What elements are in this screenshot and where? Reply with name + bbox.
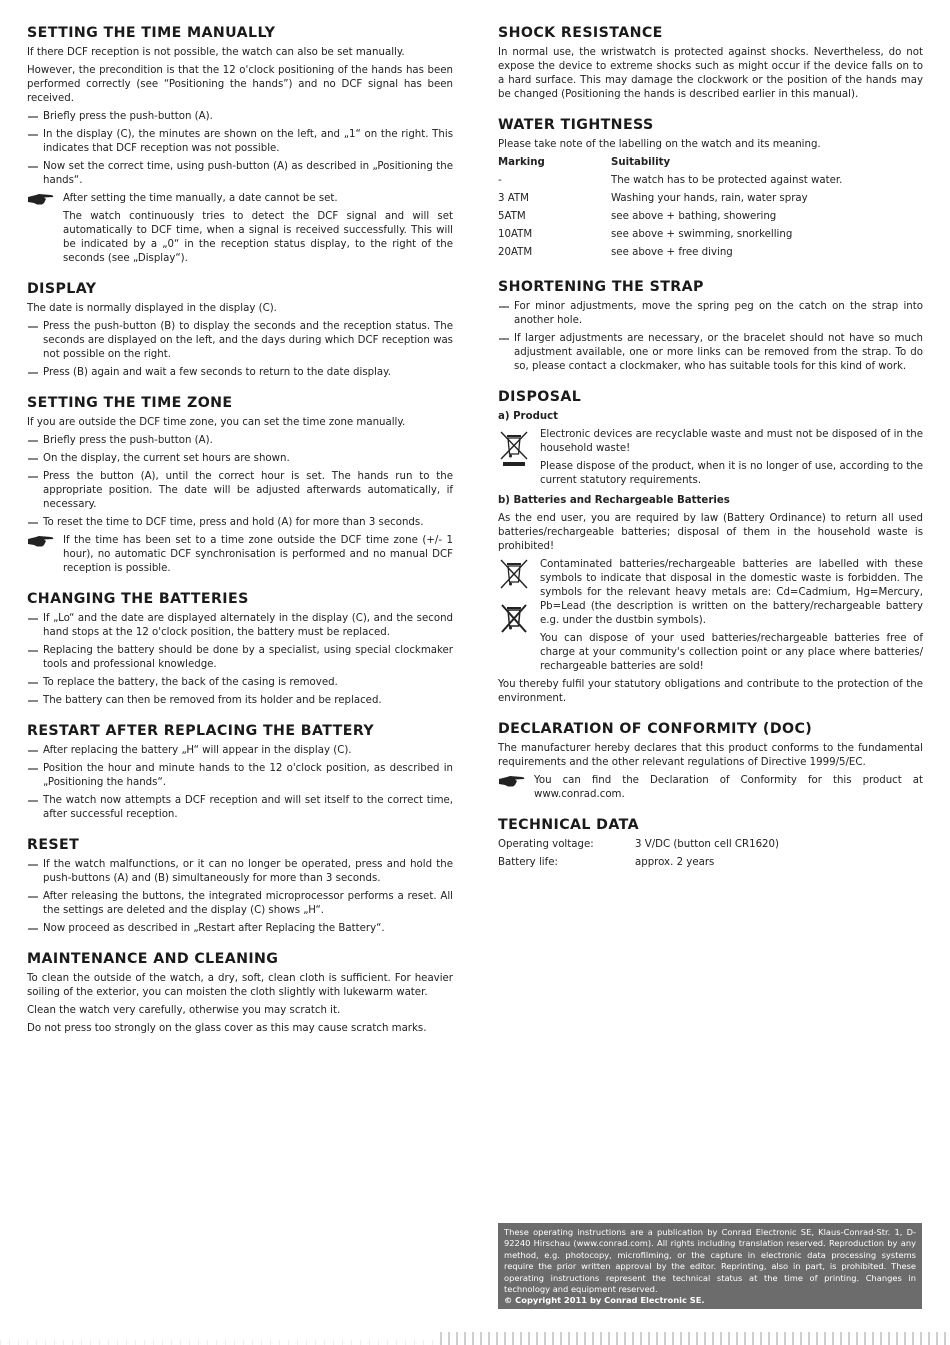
- section-changing-batteries: [27, 590, 453, 708]
- column-header-suitability: Suitability: [611, 157, 671, 168]
- heading-shock-resistance: SHOCK RESISTANCE: [498, 25, 663, 41]
- battery-disposal-block: [498, 558, 923, 674]
- instruction-list: [27, 744, 453, 822]
- list-item: After releasing the buttons, the integrated microprocessor performs a reset. All the settings are deleted and the display (C) shows „H“.: [27, 890, 453, 918]
- paragraph: However, the precondition is that the 12 o'clock positioning of the hands has been performed correctly (see “Positioning the hands”) and no DCF signal has been received.: [27, 65, 453, 104]
- section-shock-resistance: [498, 24, 923, 102]
- list-item: For minor adjustments, move the spring peg on the catch on the strap into another hole.: [498, 300, 923, 328]
- print-registration-marks: [0, 1340, 440, 1345]
- list-item: Position the hour and minute hands to the 12 o'clock position, as described in „Positioning the hands“.: [27, 762, 453, 790]
- list-item: To reset the time to DCF time, press and hold (A) for more than 3 seconds.: [27, 516, 453, 530]
- heading-restart: RESTART AFTER REPLACING THE BATTERY: [27, 723, 375, 739]
- spec-label: Operating voltage:: [498, 839, 594, 850]
- paragraph: As the end user, you are required by law (Battery Ordinance) to return all used batteries/rechargeable batteries; disposal of them in the household waste is prohibited!: [498, 513, 923, 552]
- section-reset: [27, 836, 453, 936]
- paragraph: The date is normally displayed in the display (C).: [27, 303, 277, 314]
- suitability-cell: see above + free diving: [611, 247, 733, 258]
- heading-reset: RESET: [27, 837, 80, 853]
- paragraph: You can dispose of your used batteries/rechargeable batteries free of charge at your community's collection point or any place where batteries/ rechargeable batteries are sold!: [540, 633, 923, 672]
- note-text: If the time has been set to a time zone outside the DCF time zone (+/- 1 hour), no automatic DCF synchronisation is performed and no manual DCF reception is possible.: [63, 535, 453, 574]
- note-block: [27, 534, 453, 576]
- instruction-list: [498, 300, 923, 374]
- note-text: The watch continuously tries to detect the DCF signal and will set automatically to DCF time, when a signal is received successfully. This will be indicated by a „0“ in the reception status display, to the right of the seconds (see „Display“).: [63, 211, 453, 264]
- paragraph: You thereby fulfil your statutory obligations and contribute to the protection of the environment.: [498, 679, 923, 704]
- list-item: The watch now attempts a DCF reception and will set itself to the correct time, after successful reception.: [27, 794, 453, 822]
- heading-declaration-of-conformity: DECLARATION OF CONFORMITY (DOC): [498, 721, 813, 737]
- heading-changing-batteries: CHANGING THE BATTERIES: [27, 591, 249, 607]
- section-declaration-of-conformity: [498, 720, 923, 802]
- copyright-text: © Copyright 2011 by Conrad Electronic SE.: [504, 1295, 705, 1306]
- list-item: After replacing the battery „H“ will appear in the display (C).: [27, 744, 453, 758]
- paragraph: If there DCF reception is not possible, the watch can also be set manually.: [27, 47, 405, 58]
- list-item: In the display (C), the minutes are shown on the left, and „1“ on the right. This indicates that DCF reception was not possible.: [27, 128, 453, 156]
- list-item: Press the push-button (B) to display the seconds and the reception status. The seconds are displayed on the left, and the days during which DCF reception was not possible on the right.: [27, 320, 453, 362]
- table-row: [498, 228, 923, 246]
- suitability-cell: see above + bathing, showering: [611, 211, 777, 222]
- section-water-tightness: [498, 116, 923, 264]
- table-row: [498, 192, 923, 210]
- table-row: [498, 246, 923, 264]
- paragraph: The manufacturer hereby declares that this product conforms to the fundamental requirements and the other relevant regulations of Directive 1999/5/EC.: [498, 743, 923, 768]
- table-row: [498, 174, 923, 192]
- crossed-out-wheelie-bin-icon: [498, 558, 530, 594]
- section-maintenance: [27, 950, 453, 1036]
- paragraph: Please dispose of the product, when it is no longer of use, according to the current statutory requirements.: [540, 461, 923, 486]
- marking-cell: -: [498, 175, 502, 186]
- suitability-cell: Washing your hands, rain, water spray: [611, 193, 808, 204]
- list-item: On the display, the current set hours are shown.: [27, 452, 453, 466]
- instruction-list: [27, 612, 453, 708]
- table-header-row: [498, 156, 923, 174]
- crossed-out-wheelie-bin-icon: [498, 429, 530, 467]
- section-setting-time-manually: [27, 24, 453, 266]
- heading-technical-data: TECHNICAL DATA: [498, 817, 639, 833]
- instruction-list: [27, 858, 453, 936]
- instruction-list: [27, 320, 453, 380]
- paragraph: Contaminated batteries/rechargeable batteries are labelled with these symbols to indicate that disposal in the domestic waste is forbidden. The symbols for the relevant heavy metals are: Cd=Cadmium, Hg=Mercury, Pb=Lead (the description is written on the battery/rechargeable battery e.g. under the dustbin symbols).: [540, 559, 923, 626]
- heading-display: DISPLAY: [27, 281, 97, 297]
- section-shortening-strap: [498, 278, 923, 374]
- list-item: Briefly press the push-button (A).: [27, 434, 453, 448]
- paragraph: Clean the watch very carefully, otherwise you may scratch it.: [27, 1005, 341, 1016]
- list-item: If „Lo“ and the date are displayed alternately in the display (C), and the second hand stops at the 12 o'clock position, the battery must be replaced.: [27, 612, 453, 640]
- marking-cell: 20ATM: [498, 247, 533, 258]
- section-setting-time-zone: [27, 394, 453, 576]
- imprint-text: These operating instructions are a publication by Conrad Electronic SE, Klaus-Conrad-Str. 1, D-92240 Hirschau (www.conrad.com). All rights including translation reserved. Reproduction by any method, e.g. photocopy, microfilming, or the capture in electronic data processing systems require the prior written approval by the editor. Reprinting, also in part, is prohibited. These operating instructions represent the technical status at the time of printing. Changes in technology and equipment reserved.: [504, 1227, 916, 1295]
- paragraph: To clean the outside of the watch, a dry, soft, clean cloth is sufficient. For heavier soiling of the exterior, you can moisten the cloth slightly with lukewarm water.: [27, 973, 453, 998]
- list-item: If larger adjustments are necessary, or the bracelet should not have so much adjustment available, one or more links can be removed from the strap. To do so, please contact a clockmaker, who has suitable tools for this kind of work.: [498, 332, 923, 374]
- list-item: Now proceed as described in „Restart after Replacing the Battery“.: [27, 922, 453, 936]
- note-text: After setting the time manually, a date cannot be set.: [63, 193, 338, 204]
- suitability-cell: The watch has to be protected against water.: [611, 175, 843, 186]
- heading-disposal: DISPOSAL: [498, 389, 582, 405]
- spec-value: 3 V/DC (button cell CR1620): [635, 839, 779, 850]
- table-row: [498, 856, 779, 874]
- subheading-product: a) Product: [498, 411, 559, 422]
- heading-shortening-strap: SHORTENING THE STRAP: [498, 279, 704, 295]
- heading-water-tightness: WATER TIGHTNESS: [498, 117, 654, 133]
- instruction-list: [27, 434, 453, 530]
- left-column: [27, 24, 453, 1050]
- print-registration-marks: [440, 1332, 950, 1345]
- technical-data-table: [498, 838, 779, 874]
- heading-setting-time-zone: SETTING THE TIME ZONE: [27, 395, 233, 411]
- table-row: [498, 210, 923, 228]
- section-restart: [27, 722, 453, 822]
- heading-setting-time-manually: SETTING THE TIME MANUALLY: [27, 25, 276, 41]
- pointing-hand-icon: [498, 774, 526, 788]
- table-row: [498, 838, 779, 856]
- list-item: Now set the correct time, using push-button (A) as described in „Positioning the hands“.: [27, 160, 453, 188]
- water-rating-table: [498, 156, 923, 264]
- marking-cell: 10ATM: [498, 229, 533, 240]
- crossed-out-wheelie-bin-icon: [498, 602, 530, 638]
- pointing-hand-icon: [27, 534, 55, 548]
- imprint-box: [498, 1223, 922, 1309]
- paragraph: In normal use, the wristwatch is protected against shocks. Nevertheless, do not expose the device to extreme shocks such as might occur if the device falls on to a hard surface. This may damage the clockwork or the position of the hands may be changed (Positioning the hands is described earlier in this manual).: [498, 47, 923, 100]
- list-item: Briefly press the push-button (A).: [27, 110, 453, 124]
- list-item: Press (B) again and wait a few seconds to return to the date display.: [27, 366, 453, 380]
- subheading-batteries: b) Batteries and Rechargeable Batteries: [498, 495, 730, 506]
- marking-cell: 3 ATM: [498, 193, 529, 204]
- list-item: To replace the battery, the back of the casing is removed.: [27, 676, 453, 690]
- column-header-marking: Marking: [498, 157, 545, 168]
- list-item: Press the button (A), until the correct hour is set. The hands run to the appropriate position. The date will be adjusted afterwards automatically, if necessary.: [27, 470, 453, 512]
- instruction-list: [27, 110, 453, 188]
- note-block: [498, 774, 923, 802]
- right-column: [498, 24, 923, 888]
- paragraph: Do not press too strongly on the glass cover as this may cause scratch marks.: [27, 1023, 427, 1034]
- note-text: You can find the Declaration of Conformity for this product at www.conrad.com.: [534, 775, 923, 800]
- section-display: [27, 280, 453, 380]
- section-disposal: [498, 388, 923, 706]
- list-item: Replacing the battery should be done by a specialist, using special clockmaker tools and professional knowledge.: [27, 644, 453, 672]
- spec-label: Battery life:: [498, 857, 558, 868]
- heading-maintenance: MAINTENANCE AND CLEANING: [27, 951, 279, 967]
- list-item: The battery can then be removed from its holder and be replaced.: [27, 694, 453, 708]
- paragraph: Electronic devices are recyclable waste and must not be disposed of in the household waste!: [540, 429, 923, 454]
- product-disposal-block: [498, 428, 923, 488]
- marking-cell: 5ATM: [498, 211, 526, 222]
- note-block: [27, 192, 453, 266]
- suitability-cell: see above + swimming, snorkelling: [611, 229, 793, 240]
- section-technical-data: [498, 816, 923, 874]
- list-item: If the watch malfunctions, or it can no longer be operated, press and hold the push-buttons (A) and (B) simultaneously for more than 3 seconds.: [27, 858, 453, 886]
- spec-value: approx. 2 years: [635, 857, 715, 868]
- paragraph: Please take note of the labelling on the watch and its meaning.: [498, 139, 821, 150]
- pointing-hand-icon: [27, 192, 55, 206]
- paragraph: If you are outside the DCF time zone, you can set the time zone manually.: [27, 417, 406, 428]
